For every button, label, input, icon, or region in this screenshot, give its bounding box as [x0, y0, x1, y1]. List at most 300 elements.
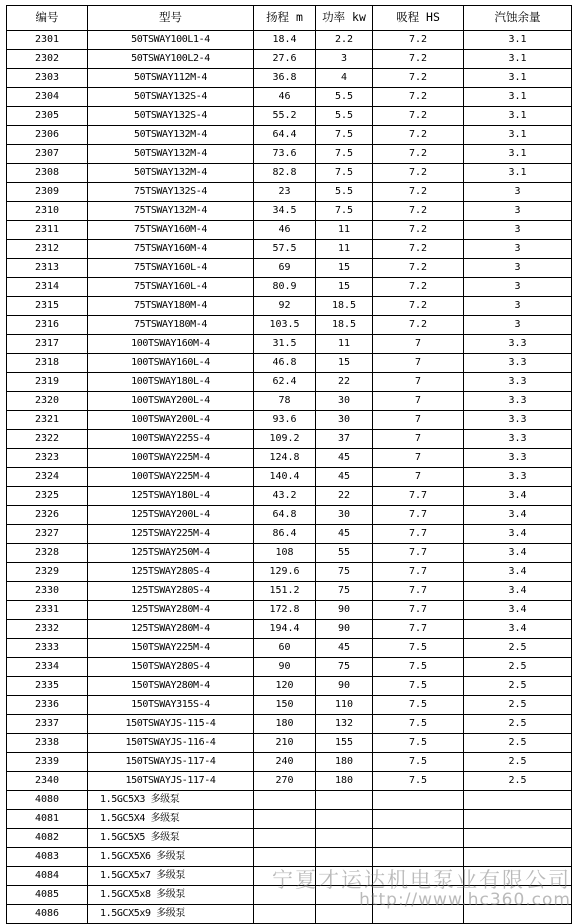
table-row: [7, 183, 572, 202]
cell-suction: [373, 848, 464, 867]
cell-model: 100TSWAY200L-4: [88, 411, 254, 430]
cell-head: 36.8: [254, 69, 316, 88]
cell-suction: 7.5: [373, 639, 464, 658]
cell-suction: 7.7: [373, 487, 464, 506]
cell-npsh: 3.3: [464, 411, 572, 430]
cell-head: 73.6: [254, 145, 316, 164]
cell-model: 125TSWAY250M-4: [88, 544, 254, 563]
cell-npsh: 2.5: [464, 772, 572, 791]
table-row: [7, 563, 572, 582]
cell-suction: 7.5: [373, 715, 464, 734]
cell-power: 18.5: [316, 316, 373, 335]
cell-npsh: [464, 829, 572, 848]
cell-head: 124.8: [254, 449, 316, 468]
cell-npsh: [464, 848, 572, 867]
cell-number: 2320: [7, 392, 88, 411]
cell-power: 7.5: [316, 202, 373, 221]
cell-number: 2311: [7, 221, 88, 240]
cell-model: 1.5GC5X5 多级泵: [88, 829, 254, 848]
cell-suction: 7: [373, 449, 464, 468]
cell-number: 2327: [7, 525, 88, 544]
cell-power: 30: [316, 411, 373, 430]
table-row: [7, 164, 572, 183]
cell-power: 2.2: [316, 31, 373, 50]
cell-head: 43.2: [254, 487, 316, 506]
cell-power: 90: [316, 601, 373, 620]
cell-number: 2336: [7, 696, 88, 715]
cell-head: [254, 886, 316, 905]
cell-power: 22: [316, 487, 373, 506]
cell-suction: [373, 905, 464, 924]
cell-model: 100TSWAY160L-4: [88, 354, 254, 373]
cell-suction: 7.2: [373, 50, 464, 69]
table-body: [7, 31, 572, 924]
cell-npsh: 3: [464, 183, 572, 202]
cell-npsh: 2.5: [464, 639, 572, 658]
cell-power: 7.5: [316, 145, 373, 164]
table-row: [7, 886, 572, 905]
cell-power: 11: [316, 240, 373, 259]
header-number: 编号: [7, 6, 88, 31]
cell-npsh: 3.3: [464, 373, 572, 392]
cell-model: 150TSWAYJS-117-4: [88, 772, 254, 791]
cell-suction: 7: [373, 392, 464, 411]
cell-npsh: 3: [464, 316, 572, 335]
cell-number: 4081: [7, 810, 88, 829]
cell-model: 1.5GC5X4 多级泵: [88, 810, 254, 829]
cell-number: 2309: [7, 183, 88, 202]
cell-number: 2308: [7, 164, 88, 183]
cell-model: 150TSWAYJS-115-4: [88, 715, 254, 734]
cell-suction: 7.7: [373, 544, 464, 563]
cell-npsh: 3.1: [464, 31, 572, 50]
cell-head: 150: [254, 696, 316, 715]
table-row: [7, 69, 572, 88]
cell-number: 2328: [7, 544, 88, 563]
cell-number: 2335: [7, 677, 88, 696]
cell-power: 180: [316, 772, 373, 791]
cell-suction: 7.5: [373, 677, 464, 696]
cell-power: 45: [316, 525, 373, 544]
cell-power: [316, 886, 373, 905]
cell-head: [254, 791, 316, 810]
cell-head: 69: [254, 259, 316, 278]
watermark-site: http://www.hc360.com: [359, 890, 571, 910]
cell-power: 11: [316, 221, 373, 240]
cell-model: 75TSWAY160M-4: [88, 240, 254, 259]
cell-suction: 7.2: [373, 202, 464, 221]
cell-npsh: 3.4: [464, 506, 572, 525]
cell-npsh: 3.4: [464, 544, 572, 563]
cell-model: 75TSWAY160L-4: [88, 278, 254, 297]
table-row: [7, 487, 572, 506]
cell-head: 140.4: [254, 468, 316, 487]
cell-model: 100TSWAY225M-4: [88, 468, 254, 487]
cell-number: 2334: [7, 658, 88, 677]
cell-power: 15: [316, 259, 373, 278]
cell-npsh: 3.3: [464, 468, 572, 487]
cell-number: 2338: [7, 734, 88, 753]
cell-head: 109.2: [254, 430, 316, 449]
table-row: [7, 335, 572, 354]
cell-head: 151.2: [254, 582, 316, 601]
cell-model: 100TSWAY160M-4: [88, 335, 254, 354]
cell-suction: 7.2: [373, 164, 464, 183]
cell-npsh: 3: [464, 240, 572, 259]
cell-npsh: 3.3: [464, 430, 572, 449]
cell-model: 150TSWAYJS-117-4: [88, 753, 254, 772]
cell-power: 155: [316, 734, 373, 753]
cell-number: 2340: [7, 772, 88, 791]
cell-power: 5.5: [316, 183, 373, 202]
table-row: [7, 31, 572, 50]
table-row: [7, 126, 572, 145]
cell-model: 75TSWAY160M-4: [88, 221, 254, 240]
cell-suction: 7.5: [373, 658, 464, 677]
cell-model: 75TSWAY132S-4: [88, 183, 254, 202]
cell-suction: 7.2: [373, 31, 464, 50]
cell-npsh: [464, 886, 572, 905]
cell-model: 50TSWAY100L1-4: [88, 31, 254, 50]
header-head: 扬程 m: [254, 6, 316, 31]
cell-npsh: 3.3: [464, 392, 572, 411]
cell-number: 4085: [7, 886, 88, 905]
cell-model: 75TSWAY132M-4: [88, 202, 254, 221]
cell-head: 18.4: [254, 31, 316, 50]
table-row: [7, 316, 572, 335]
cell-suction: 7.5: [373, 753, 464, 772]
table-row: [7, 582, 572, 601]
header-row: [7, 6, 572, 31]
cell-model: 75TSWAY160L-4: [88, 259, 254, 278]
cell-model: 125TSWAY280M-4: [88, 601, 254, 620]
cell-number: 4083: [7, 848, 88, 867]
cell-model: 50TSWAY132S-4: [88, 107, 254, 126]
cell-model: 50TSWAY112M-4: [88, 69, 254, 88]
cell-power: 15: [316, 354, 373, 373]
cell-number: 2316: [7, 316, 88, 335]
cell-suction: 7.7: [373, 582, 464, 601]
table-row: [7, 620, 572, 639]
cell-model: 125TSWAY200L-4: [88, 506, 254, 525]
table-row: [7, 715, 572, 734]
cell-suction: 7.2: [373, 278, 464, 297]
cell-power: 15: [316, 278, 373, 297]
cell-number: 2310: [7, 202, 88, 221]
cell-suction: 7.5: [373, 696, 464, 715]
cell-head: [254, 905, 316, 924]
cell-power: [316, 867, 373, 886]
cell-number: 2326: [7, 506, 88, 525]
cell-npsh: 3.4: [464, 525, 572, 544]
cell-suction: 7.2: [373, 259, 464, 278]
cell-number: 2307: [7, 145, 88, 164]
cell-suction: 7: [373, 335, 464, 354]
cell-suction: 7.2: [373, 316, 464, 335]
cell-npsh: 3.3: [464, 449, 572, 468]
cell-npsh: 3.1: [464, 126, 572, 145]
cell-model: 1.5GC5X3 多级泵: [88, 791, 254, 810]
cell-number: 2304: [7, 88, 88, 107]
cell-suction: [373, 791, 464, 810]
cell-npsh: 3: [464, 202, 572, 221]
cell-model: 150TSWAY280S-4: [88, 658, 254, 677]
table-row: [7, 677, 572, 696]
cell-number: 2321: [7, 411, 88, 430]
cell-number: 2331: [7, 601, 88, 620]
cell-number: 2323: [7, 449, 88, 468]
cell-power: 30: [316, 506, 373, 525]
cell-number: 2302: [7, 50, 88, 69]
cell-model: 1.5GCX5x9 多级泵: [88, 905, 254, 924]
cell-npsh: 2.5: [464, 677, 572, 696]
cell-model: 100TSWAY200L-4: [88, 392, 254, 411]
cell-npsh: 3.1: [464, 145, 572, 164]
table-row: [7, 50, 572, 69]
table-row: [7, 696, 572, 715]
header-suction: 吸程 HS: [373, 6, 464, 31]
cell-model: 50TSWAY132M-4: [88, 126, 254, 145]
cell-power: 75: [316, 563, 373, 582]
cell-suction: 7.5: [373, 734, 464, 753]
cell-power: [316, 810, 373, 829]
cell-npsh: 2.5: [464, 696, 572, 715]
cell-power: 45: [316, 468, 373, 487]
cell-power: 4: [316, 69, 373, 88]
cell-model: 125TSWAY280M-4: [88, 620, 254, 639]
cell-npsh: 3: [464, 221, 572, 240]
table-row: [7, 867, 572, 886]
cell-number: 4082: [7, 829, 88, 848]
cell-number: 2337: [7, 715, 88, 734]
cell-power: 18.5: [316, 297, 373, 316]
cell-npsh: 3.3: [464, 335, 572, 354]
cell-suction: [373, 829, 464, 848]
cell-model: 50TSWAY132M-4: [88, 145, 254, 164]
cell-head: 270: [254, 772, 316, 791]
cell-power: [316, 848, 373, 867]
cell-head: 23: [254, 183, 316, 202]
cell-suction: [373, 810, 464, 829]
cell-number: 2330: [7, 582, 88, 601]
table-row: [7, 202, 572, 221]
cell-power: 45: [316, 449, 373, 468]
table-row: [7, 658, 572, 677]
cell-suction: 7: [373, 354, 464, 373]
cell-number: 2314: [7, 278, 88, 297]
cell-npsh: 3: [464, 278, 572, 297]
cell-head: 194.4: [254, 620, 316, 639]
cell-power: 90: [316, 620, 373, 639]
cell-model: 150TSWAY225M-4: [88, 639, 254, 658]
table-row: [7, 278, 572, 297]
cell-head: 180: [254, 715, 316, 734]
cell-head: 55.2: [254, 107, 316, 126]
cell-number: 2303: [7, 69, 88, 88]
table-row: [7, 639, 572, 658]
cell-number: 2325: [7, 487, 88, 506]
cell-head: 92: [254, 297, 316, 316]
cell-power: 132: [316, 715, 373, 734]
cell-npsh: 2.5: [464, 715, 572, 734]
cell-model: 150TSWAY280M-4: [88, 677, 254, 696]
cell-suction: [373, 886, 464, 905]
cell-power: [316, 905, 373, 924]
cell-number: 4086: [7, 905, 88, 924]
cell-suction: 7.7: [373, 620, 464, 639]
cell-head: 129.6: [254, 563, 316, 582]
cell-model: 150TSWAYJS-116-4: [88, 734, 254, 753]
cell-suction: 7.2: [373, 126, 464, 145]
cell-model: 100TSWAY225S-4: [88, 430, 254, 449]
table-row: [7, 259, 572, 278]
cell-power: 90: [316, 677, 373, 696]
cell-suction: 7.2: [373, 297, 464, 316]
cell-head: 46: [254, 88, 316, 107]
cell-power: 7.5: [316, 164, 373, 183]
cell-model: 50TSWAY100L2-4: [88, 50, 254, 69]
table-row: [7, 221, 572, 240]
table-row: [7, 829, 572, 848]
cell-head: 62.4: [254, 373, 316, 392]
cell-power: [316, 829, 373, 848]
table-row: [7, 525, 572, 544]
cell-number: 2317: [7, 335, 88, 354]
cell-suction: 7.2: [373, 69, 464, 88]
cell-model: 1.5GCX5x7 多级泵: [88, 867, 254, 886]
cell-model: 125TSWAY280S-4: [88, 582, 254, 601]
table-row: [7, 810, 572, 829]
cell-model: 50TSWAY132M-4: [88, 164, 254, 183]
header-npsh: 汽蚀余量: [464, 6, 572, 31]
table-row: [7, 905, 572, 924]
cell-head: 86.4: [254, 525, 316, 544]
cell-suction: 7.5: [373, 772, 464, 791]
cell-npsh: [464, 810, 572, 829]
table-row: [7, 848, 572, 867]
table-row: [7, 791, 572, 810]
cell-npsh: 3: [464, 259, 572, 278]
cell-head: 64.8: [254, 506, 316, 525]
table-row: [7, 601, 572, 620]
cell-suction: 7.2: [373, 107, 464, 126]
cell-head: 240: [254, 753, 316, 772]
cell-head: [254, 848, 316, 867]
cell-power: 22: [316, 373, 373, 392]
cell-number: 2301: [7, 31, 88, 50]
table-row: [7, 411, 572, 430]
cell-number: 2305: [7, 107, 88, 126]
cell-power: 110: [316, 696, 373, 715]
cell-number: 2319: [7, 373, 88, 392]
cell-npsh: 2.5: [464, 753, 572, 772]
cell-power: 75: [316, 658, 373, 677]
cell-head: 82.8: [254, 164, 316, 183]
cell-number: 4080: [7, 791, 88, 810]
cell-model: 125TSWAY280S-4: [88, 563, 254, 582]
cell-head: 64.4: [254, 126, 316, 145]
cell-model: 1.5GCX5X6 多级泵: [88, 848, 254, 867]
cell-head: [254, 810, 316, 829]
cell-power: 30: [316, 392, 373, 411]
cell-suction: 7.2: [373, 183, 464, 202]
cell-head: 46.8: [254, 354, 316, 373]
table-row: [7, 772, 572, 791]
table-row: [7, 354, 572, 373]
cell-head: [254, 829, 316, 848]
cell-head: 57.5: [254, 240, 316, 259]
cell-model: 75TSWAY180M-4: [88, 297, 254, 316]
cell-suction: 7: [373, 430, 464, 449]
cell-head: 60: [254, 639, 316, 658]
cell-number: 2313: [7, 259, 88, 278]
cell-npsh: 3.1: [464, 164, 572, 183]
cell-suction: 7.7: [373, 506, 464, 525]
cell-suction: 7: [373, 468, 464, 487]
cell-head: 103.5: [254, 316, 316, 335]
cell-number: 2329: [7, 563, 88, 582]
cell-npsh: 3: [464, 297, 572, 316]
cell-suction: 7.7: [373, 525, 464, 544]
cell-suction: 7.2: [373, 145, 464, 164]
table-row: [7, 240, 572, 259]
cell-head: 93.6: [254, 411, 316, 430]
cell-model: 100TSWAY180L-4: [88, 373, 254, 392]
cell-power: 7.5: [316, 126, 373, 145]
cell-suction: 7.7: [373, 601, 464, 620]
cell-suction: 7.2: [373, 240, 464, 259]
cell-head: 80.9: [254, 278, 316, 297]
cell-suction: 7: [373, 411, 464, 430]
cell-model: 125TSWAY180L-4: [88, 487, 254, 506]
cell-head: 120: [254, 677, 316, 696]
cell-number: 2324: [7, 468, 88, 487]
cell-npsh: 2.5: [464, 734, 572, 753]
cell-number: 2315: [7, 297, 88, 316]
table-row: [7, 373, 572, 392]
cell-power: 5.5: [316, 88, 373, 107]
cell-power: [316, 791, 373, 810]
cell-number: 2333: [7, 639, 88, 658]
table-row: [7, 734, 572, 753]
cell-head: 46: [254, 221, 316, 240]
cell-suction: [373, 867, 464, 886]
cell-model: 1.5GCX5x8 多级泵: [88, 886, 254, 905]
cell-number: 2339: [7, 753, 88, 772]
cell-suction: 7: [373, 373, 464, 392]
cell-number: 2312: [7, 240, 88, 259]
cell-npsh: 3.1: [464, 69, 572, 88]
table-row: [7, 753, 572, 772]
cell-npsh: 3.1: [464, 88, 572, 107]
watermark-company: 宁夏才运达机电泵业有限公司: [272, 867, 571, 892]
table-row: [7, 107, 572, 126]
table-row: [7, 544, 572, 563]
cell-head: 34.5: [254, 202, 316, 221]
table-row: [7, 297, 572, 316]
cell-number: 2306: [7, 126, 88, 145]
cell-power: 37: [316, 430, 373, 449]
cell-power: 11: [316, 335, 373, 354]
table-row: [7, 430, 572, 449]
cell-npsh: 3.4: [464, 563, 572, 582]
cell-power: 55: [316, 544, 373, 563]
cell-npsh: 3.1: [464, 107, 572, 126]
cell-power: 180: [316, 753, 373, 772]
cell-head: 210: [254, 734, 316, 753]
cell-head: 78: [254, 392, 316, 411]
cell-npsh: 3.3: [464, 354, 572, 373]
